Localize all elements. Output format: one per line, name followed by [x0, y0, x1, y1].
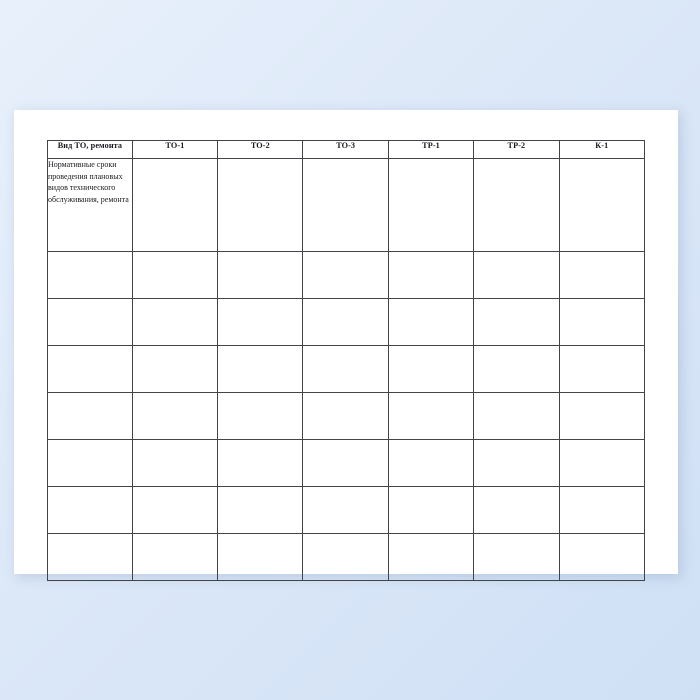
row-label-cell	[48, 252, 133, 299]
table-cell	[474, 393, 559, 440]
table-cell	[559, 440, 644, 487]
table-cell	[303, 534, 388, 581]
table-cell	[218, 534, 303, 581]
table-cell	[474, 299, 559, 346]
table-cell	[388, 252, 473, 299]
table-cell	[388, 487, 473, 534]
table-cell	[132, 159, 217, 252]
table-cell	[303, 299, 388, 346]
table-cell	[303, 346, 388, 393]
table-header-cell: К-1	[559, 141, 644, 159]
table-cell	[474, 534, 559, 581]
table-row	[48, 393, 645, 440]
table-cell	[388, 534, 473, 581]
table-cell	[388, 440, 473, 487]
row-label-cell	[48, 393, 133, 440]
table-cell	[474, 487, 559, 534]
table-cell	[559, 299, 644, 346]
table-cell	[474, 346, 559, 393]
table-cell	[559, 487, 644, 534]
table-cell	[218, 346, 303, 393]
table-header-cell: ТР-1	[388, 141, 473, 159]
table-cell	[388, 159, 473, 252]
row-label-cell	[48, 299, 133, 346]
table-cell	[474, 440, 559, 487]
row-label-cell	[48, 487, 133, 534]
row-label-cell	[48, 440, 133, 487]
table-cell	[218, 299, 303, 346]
table-row	[48, 487, 645, 534]
table-cell	[303, 487, 388, 534]
table-cell	[388, 346, 473, 393]
table-cell	[132, 487, 217, 534]
table-cell	[218, 393, 303, 440]
table-header-cell: Вид ТО, ремонта	[48, 141, 133, 159]
table-cell	[303, 393, 388, 440]
table-cell	[474, 159, 559, 252]
table-row	[48, 299, 645, 346]
maintenance-schedule-table	[47, 140, 645, 581]
table-cell	[218, 252, 303, 299]
table-cell	[218, 440, 303, 487]
table-row	[48, 252, 645, 299]
table-cell	[218, 487, 303, 534]
document-content-area	[47, 140, 645, 550]
table-cell	[303, 159, 388, 252]
table-cell	[388, 393, 473, 440]
table-header-cell: ТО-2	[218, 141, 303, 159]
table-cell	[218, 159, 303, 252]
table-cell	[559, 534, 644, 581]
table-cell	[559, 346, 644, 393]
table-cell	[132, 440, 217, 487]
table-cell	[132, 299, 217, 346]
table-header-cell: ТО-3	[303, 141, 388, 159]
table-cell	[132, 393, 217, 440]
table-cell	[132, 346, 217, 393]
row-label-cell	[48, 534, 133, 581]
table-cell	[559, 393, 644, 440]
table-cell	[559, 252, 644, 299]
table-cell	[132, 534, 217, 581]
table-cell	[303, 440, 388, 487]
table-cell	[559, 159, 644, 252]
table-header-row	[48, 141, 645, 159]
table-row	[48, 346, 645, 393]
document-page	[14, 110, 678, 574]
table-row	[48, 534, 645, 581]
table-header-cell: ТО-1	[132, 141, 217, 159]
table-cell	[388, 299, 473, 346]
table-cell	[474, 252, 559, 299]
table-row	[48, 440, 645, 487]
row-label-cell	[48, 346, 133, 393]
table-cell	[303, 252, 388, 299]
table-cell	[132, 252, 217, 299]
table-row	[48, 159, 645, 252]
row-label-cell: Нормативные сроки проведения плановых видов технического обслуживания, ремонта	[48, 159, 133, 252]
table-header-cell: ТР-2	[474, 141, 559, 159]
